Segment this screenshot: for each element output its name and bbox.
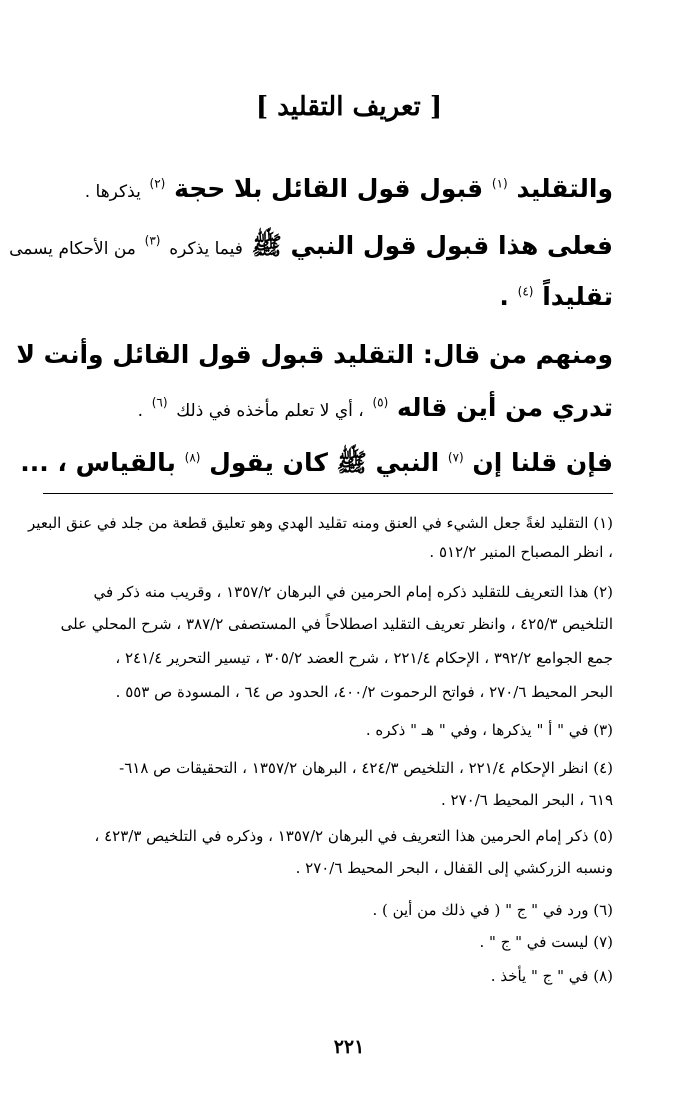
footnote-ref: (٣)	[144, 233, 161, 248]
section-heading: [ تعريف التقليد ]	[255, 92, 443, 122]
main-text: قبول قول القائل بلا حجة	[174, 174, 484, 203]
footnote-separator	[43, 493, 613, 494]
main-text: النبي ﷺ كان يقول	[209, 448, 440, 477]
footnote-ref: (٢)	[149, 176, 166, 191]
main-text: ومنهم من قال: التقليد قبول قول القائل وأنت لا	[16, 340, 613, 369]
main-text: فإن قلنا إن	[472, 448, 613, 477]
footnote-line: ٦١٩ ، البحر المحيط ٢٧٠/٦ .	[441, 791, 613, 809]
main-line-3	[70, 278, 613, 316]
main-text: فعلى هذا قبول قول النبي ﷺ	[251, 231, 613, 260]
main-text: .	[499, 282, 509, 311]
footnote-line: (٣) في " أ " يذكرها ، وفي " هـ " ذكره .	[365, 721, 613, 739]
main-text: والتقليد	[516, 174, 613, 203]
main-text: تدري من أين قاله	[397, 393, 613, 422]
main-text: فيما يذكره	[169, 239, 243, 259]
main-text: يذكرها .	[84, 182, 141, 202]
page-number: ٢٢١	[333, 1036, 365, 1058]
footnote-line: (٢) هذا التعريف للتقليد ذكره إمام الحرمين في البرهان ١٣٥٧/٢ ، وقريب منه ذكر في	[93, 583, 613, 601]
main-text: من الأحكام يسمى	[9, 239, 136, 259]
footnote-ref: (١)	[491, 176, 508, 191]
main-text: .	[137, 401, 143, 421]
footnote-ref: (٥)	[372, 395, 389, 410]
footnote-line: (١) التقليد لغةً جعل الشيء في العنق ومنه تقليد الهدي وهو تعليق قطعة من جلد في عنق البعير	[28, 514, 613, 532]
footnote-line: ونسبه الزركشي إلى القفال ، البحر المحيط ٢٧٠/٦ .	[295, 859, 613, 877]
main-text: تقليداً	[542, 282, 613, 311]
footnote-ref: (٨)	[184, 450, 201, 465]
main-text: ، أي لا تعلم مأخذه في ذلك	[176, 401, 364, 421]
footnote-ref: (٦)	[151, 395, 168, 410]
footnote-line: (٥) ذكر إمام الحرمين هذا التعريف في البرهان ١٣٥٧/٢ ، وذكره في التلخيص ٤٢٣/٣ ،	[94, 827, 613, 845]
main-line-2	[9, 227, 613, 265]
footnote-line: (٧) ليست في " ج " .	[479, 933, 613, 951]
footnote-line: جمع الجوامع ٣٩٢/٢ ، الإحكام ٢٢١/٤ ، شرح العضد ٣٠٥/٢ ، تيسير التحرير ٢٤١/٤ ،	[115, 649, 613, 667]
footnote-line: التلخيص ٤٢٥/٣ ، وانظر تعريف التقليد اصطلاحاً في المستصفى ٣٨٧/٢ ، شرح المحلي على	[60, 615, 613, 633]
main-line-5	[70, 389, 613, 427]
footnote-line: ، انظر المصباح المنير ٥١٢/٢ .	[429, 543, 613, 561]
main-text: بالقياس ، ...	[20, 448, 176, 477]
main-line-4	[16, 336, 613, 374]
footnote-line: (٦) ورد في " ج " ( في ذلك من أين ) .	[372, 901, 613, 919]
footnote-line: (٨) في " ج " يأخذ .	[490, 967, 613, 985]
footnote-ref: (٤)	[517, 284, 534, 299]
footnote-line: (٤) انظر الإحكام ٢٢١/٤ ، التلخيص ٤٢٤/٣ ، البرهان ١٣٥٧/٢ ، التحقيقات ص ٦١٨-	[119, 759, 613, 777]
footnote-ref: (٧)	[447, 450, 464, 465]
footnote-line: البحر المحيط ٢٧٠/٦ ، فواتح الرحموت ٤٠٠/٢، الحدود ص ٦٤ ، المسودة ص ٥٥٣ .	[115, 683, 613, 701]
main-line-1	[70, 170, 613, 208]
main-line-6	[20, 444, 613, 482]
